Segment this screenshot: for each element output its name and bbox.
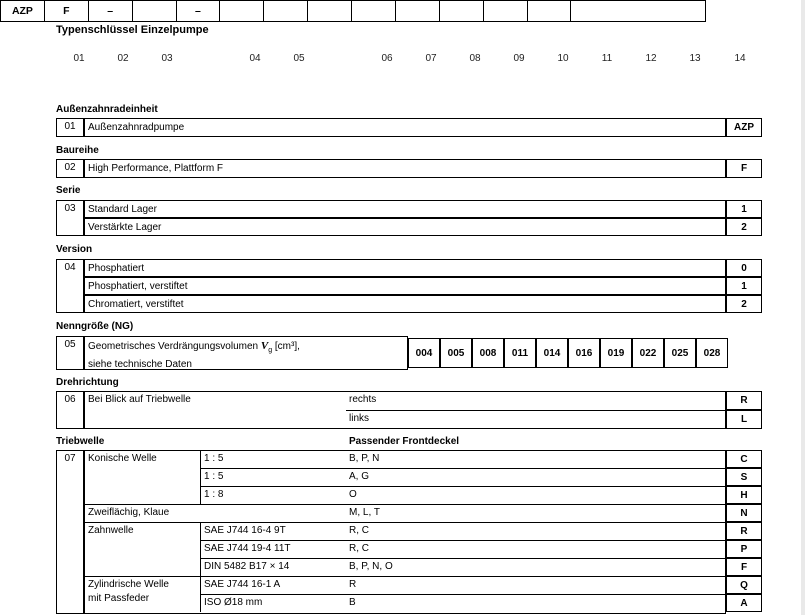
shaft-type-label: Zahnwelle <box>88 525 134 536</box>
type-key-code-cell <box>220 1 264 21</box>
front-cover-options: R, C <box>349 543 369 554</box>
option-code: S <box>726 468 762 486</box>
front-cover-options: B, P, N <box>349 453 380 464</box>
triebwelle-box <box>84 450 726 614</box>
front-cover-options: O <box>349 489 357 500</box>
shaft-spec: ISO Ø18 mm <box>204 597 263 608</box>
option-code: L <box>726 410 762 429</box>
type-key-column-number: 03 <box>161 53 173 64</box>
section-heading-serie: Serie <box>56 185 81 196</box>
size-option: 028 <box>696 338 728 368</box>
nenngroesse-description <box>84 336 408 370</box>
shaft-spec: 1 : 8 <box>204 489 224 500</box>
section-heading-triebwelle: Triebwelle <box>56 436 105 447</box>
row-number: 03 <box>56 200 84 236</box>
row-number: 06 <box>56 391 84 429</box>
shaft-spec: 1 : 5 <box>204 453 224 464</box>
direction-label: rechts <box>349 394 377 405</box>
shaft-type-label: Konische Welle <box>88 453 157 464</box>
type-key-column-number: 12 <box>645 53 657 64</box>
size-option: 022 <box>632 338 664 368</box>
size-option: 025 <box>664 338 696 368</box>
section-heading-aussenzahnradeinheit: Außenzahnradeinheit <box>56 104 158 115</box>
volume-symbol: V <box>260 340 269 352</box>
option-code: R <box>726 522 762 540</box>
type-key-column-number: 07 <box>425 53 437 64</box>
description-line2: siehe technische Daten <box>88 359 192 370</box>
type-key-code-cell: – <box>89 1 133 21</box>
type-key-code-cell <box>484 1 528 21</box>
type-key-column-number: 05 <box>293 53 305 64</box>
front-cover-options: M, L, T <box>349 507 380 518</box>
option-code: A <box>726 594 762 612</box>
option-text: Verstärkte Lager <box>84 218 726 236</box>
shaft-type-label: Zylindrische Welle <box>88 579 169 590</box>
type-key-code-cell <box>396 1 440 21</box>
row-number: 02 <box>56 159 84 178</box>
option-code: R <box>726 391 762 410</box>
size-option: 005 <box>440 338 472 368</box>
option-code: 1 <box>726 277 762 295</box>
option-code: 2 <box>726 295 762 313</box>
option-text: Chromatiert, verstiftet <box>84 295 726 313</box>
row-number: 04 <box>56 259 84 313</box>
size-option: 014 <box>536 338 568 368</box>
type-key-code-cell <box>352 1 396 21</box>
type-key-code-cell: F <box>45 1 89 21</box>
size-option: 004 <box>408 338 440 368</box>
section-heading-nenngroesse: Nenngröße (NG) <box>56 321 134 332</box>
section-heading-drehrichtung: Drehrichtung <box>56 377 119 388</box>
option-code: F <box>726 558 762 576</box>
option-code: AZP <box>726 118 762 137</box>
type-key-code-cell <box>571 1 705 21</box>
option-code: Q <box>726 576 762 594</box>
description-line1-post: [cm³], <box>272 341 300 352</box>
type-key-column-number: 11 <box>601 53 613 64</box>
row-number: 01 <box>56 118 84 137</box>
type-key-column-number: 14 <box>734 53 746 64</box>
option-text: Außenzahnradpumpe <box>84 118 726 137</box>
option-text: High Performance, Plattform F <box>84 159 726 178</box>
shaft-spec: SAE J744 16-4 9T <box>204 525 286 536</box>
type-key-code-cell <box>528 1 572 21</box>
row-number: 05 <box>56 336 84 370</box>
page-edge <box>801 0 805 615</box>
type-key-column-number: 08 <box>469 53 481 64</box>
type-key-code-cell <box>440 1 484 21</box>
option-code: 0 <box>726 259 762 277</box>
option-text: Standard Lager <box>84 200 726 218</box>
direction-label: links <box>349 413 370 424</box>
option-text: Phosphatiert, verstiftet <box>84 277 726 295</box>
section-heading-baureihe: Baureihe <box>56 145 99 156</box>
description-line1-pre: Geometrisches Verdrängungsvolumen <box>88 341 261 352</box>
section-subheading-frontdeckel: Passender Frontdeckel <box>349 436 460 447</box>
shaft-type-label-line2: mit Passfeder <box>88 593 150 604</box>
front-cover-options: R, C <box>349 525 369 536</box>
shaft-type-label: Zweiflächig, Klaue <box>88 507 170 518</box>
option-code: 1 <box>726 200 762 218</box>
size-option: 019 <box>600 338 632 368</box>
type-key-code-row <box>0 0 706 22</box>
size-option: 011 <box>504 338 536 368</box>
type-key-column-number: 01 <box>73 53 85 64</box>
front-cover-options: B <box>349 597 356 608</box>
type-key-column-number: 04 <box>249 53 261 64</box>
type-key-column-number: 13 <box>689 53 701 64</box>
option-code: N <box>726 504 762 522</box>
shaft-spec: 1 : 5 <box>204 471 224 482</box>
type-key-code-cell <box>133 1 177 21</box>
option-code: P <box>726 540 762 558</box>
front-cover-options: B, P, N, O <box>349 561 393 572</box>
option-code: H <box>726 486 762 504</box>
size-option: 016 <box>568 338 600 368</box>
type-key-code-cell: AZP <box>1 1 45 21</box>
type-key-column-number: 06 <box>381 53 393 64</box>
type-key-column-number: 02 <box>117 53 129 64</box>
front-cover-options: R <box>349 579 357 590</box>
page-title: Typenschlüssel Einzelpumpe <box>56 24 209 36</box>
section-heading-version: Version <box>56 244 93 255</box>
type-key-column-number: 10 <box>557 53 569 64</box>
row-number: 07 <box>56 450 84 614</box>
type-key-code-cell <box>264 1 308 21</box>
type-key-column-number: 09 <box>513 53 525 64</box>
option-code: C <box>726 450 762 468</box>
type-key-code-cell: – <box>177 1 221 21</box>
size-option: 008 <box>472 338 504 368</box>
front-cover-options: A, G <box>349 471 370 482</box>
option-text: Phosphatiert <box>84 259 726 277</box>
drehrichtung-text: Bei Blick auf Triebwelle <box>88 394 191 405</box>
shaft-spec: SAE J744 16-1 A <box>204 579 281 590</box>
shaft-spec: DIN 5482 B17 × 14 <box>204 561 290 572</box>
volume-subscript: g <box>268 347 273 354</box>
option-code: F <box>726 159 762 178</box>
shaft-spec: SAE J744 19-4 11T <box>204 543 291 554</box>
type-key-code-cell <box>308 1 352 21</box>
option-code: 2 <box>726 218 762 236</box>
